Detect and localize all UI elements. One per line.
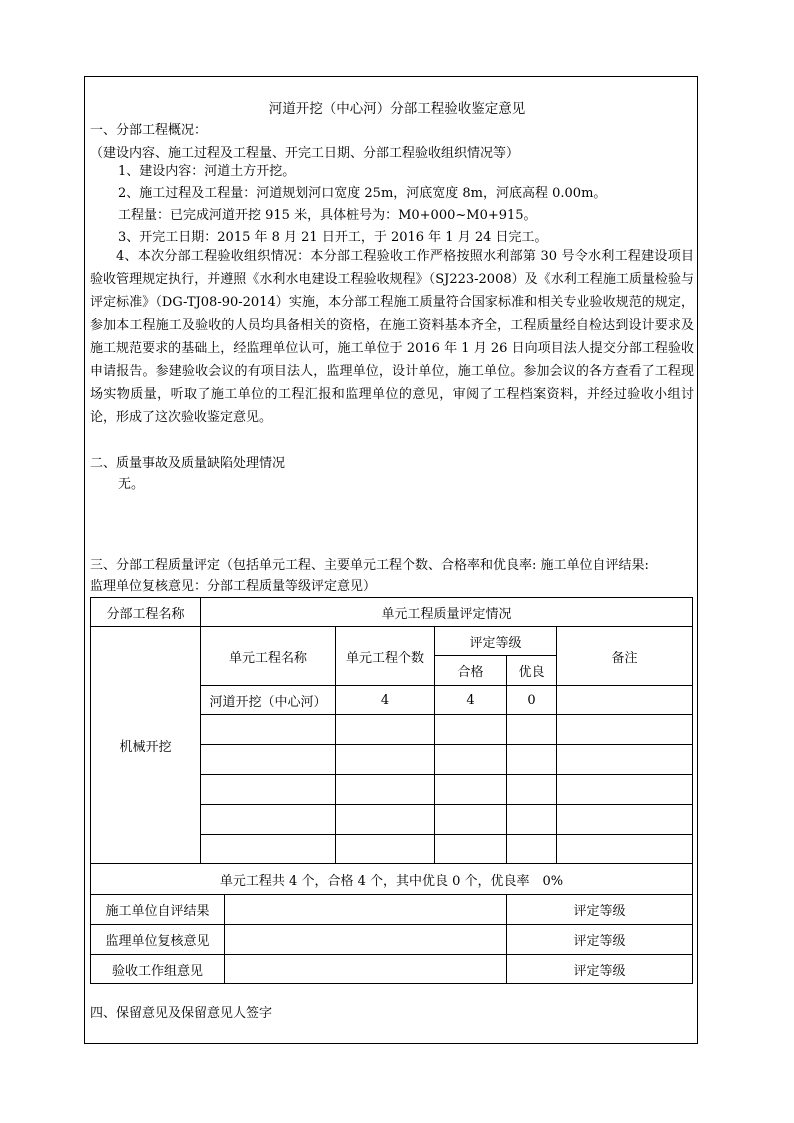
excellent-cell: 0 [507,686,557,715]
eval-content [225,925,507,955]
remark-cell [557,686,693,715]
unit-count-cell [336,715,435,745]
eval-label: 施工单位自评结果 [91,895,225,925]
header-excellent: 优良 [507,656,557,686]
unit-count-cell [336,835,435,864]
unit-count-cell [336,775,435,805]
unit-name-cell: 河道开挖（中心河） [201,686,336,715]
header-grade: 评定等级 [435,627,557,656]
unit-name-cell [201,835,336,864]
eval-grade-label: 评定等级 [507,925,693,955]
document-title: 河道开挖（中心河）分部工程验收鉴定意见 [268,101,526,117]
eval-grade-label: 评定等级 [507,895,693,925]
eval-content [225,955,507,984]
header-unit-name: 单元工程名称 [201,627,336,686]
unit-count-cell: 4 [336,686,435,715]
excellent-cell [507,835,557,864]
section-1-heading: 一、分部工程概况： [90,123,208,138]
pass-cell: 4 [435,686,507,715]
section-1-line-2: 2、施工过程及工程量：河道规划河口宽度 25m，河底宽度 8m，河底高程 0.00m。 [118,186,607,201]
excellent-cell [507,805,557,835]
excellent-cell [507,715,557,745]
eval-label: 验收工作组意见 [91,955,225,984]
unit-name-cell [201,745,336,775]
part-name-cell: 机械开挖 [91,627,201,864]
pass-cell [435,745,507,775]
eval-row [91,955,693,984]
remark-cell [557,835,693,864]
unit-name-cell [201,805,336,835]
unit-name-cell [201,775,336,805]
header-remark: 备注 [557,627,693,686]
excellent-cell [507,745,557,775]
unit-count-cell [336,805,435,835]
section-1-subheading: （建设内容、施工过程及工程量、开完工日期、分部工程验收组织情况等） [90,146,520,161]
pass-cell [435,805,507,835]
remark-cell [557,715,693,745]
eval-grade-label: 评定等级 [507,955,693,984]
pass-cell [435,835,507,864]
unit-count-cell [336,745,435,775]
section-3-heading-line-1: 三、分部工程质量评定（包括单元工程、主要单元工程个数、合格率和优良率: 施工单位自评结果: [90,558,649,573]
eval-label: 监理单位复核意见 [91,925,225,955]
remark-cell [557,805,693,835]
header-pass: 合格 [435,656,507,686]
pass-cell [435,775,507,805]
eval-content [225,895,507,925]
section-2-content: 无。 [118,477,145,492]
unit-name-cell [201,715,336,745]
section-2-heading: 二、质量事故及质量缺陷处理情况 [90,456,286,471]
pass-cell [435,715,507,745]
section-3-heading-line-2: 监理单位复核意见：分部工程质量等级评定意见） [90,579,377,594]
quality-table [90,597,693,984]
header-part-name: 分部工程名称 [91,598,201,627]
section-1-line-4: 3、开完工日期：2015 年 8 月 21 日开工，于 2016 年 1 月 24 日完工。 [118,230,548,245]
remark-cell [557,775,693,805]
eval-row [91,925,693,955]
section-1-line-1: 1、建设内容：河道土方开挖。 [118,164,296,179]
excellent-cell [507,775,557,805]
summary-row: 单元工程共 4 个，合格 4 个，其中优良 0 个，优良率 0% [91,864,693,895]
remark-cell [557,745,693,775]
section-1-line-3: 工程量：已完成河道开挖 915 米，具体桩号为：M0+000~M0+915。 [118,208,537,223]
section-4-heading: 四、保留意见及保留意见人签字 [90,1006,273,1021]
header-unit-quality: 单元工程质量评定情况 [201,598,693,627]
section-1-paragraph-4: 4、本次分部工程验收组织情况：本分部工程验收工作严格按照水利部第 30 号令水利工程建设项目验收管理规定执行，并遵照《水利水电建设工程验收规程》（SJ223-2008）及《水利工程施工质量检验与评定标准》（DG-TJ08-90-2014）实施，本分部工程施工质量符合国家标准和相关专业验收规范的规定，参加本工程施工及验收的人员均具备相关的资格，在施工资料基本齐全，工程质量经自检达到设计要求及施工规范要求的基础上，经监理单位认可，施工单位于 2016 年 1 月 26 日向项目法人提交分部工程验收申请报告。参建验收会议的有项目法人，监理单位，设计单位，施工单位。参加会议的各方查看了工程现场实物质量，听取了施工单位的工程汇报和监理单位的意见，审阅了工程档案资料，并经过验收小组讨论，形成了这次验收鉴定意见。 [90,249,694,425]
header-unit-count: 单元工程个数 [336,627,435,686]
eval-row [91,895,693,925]
